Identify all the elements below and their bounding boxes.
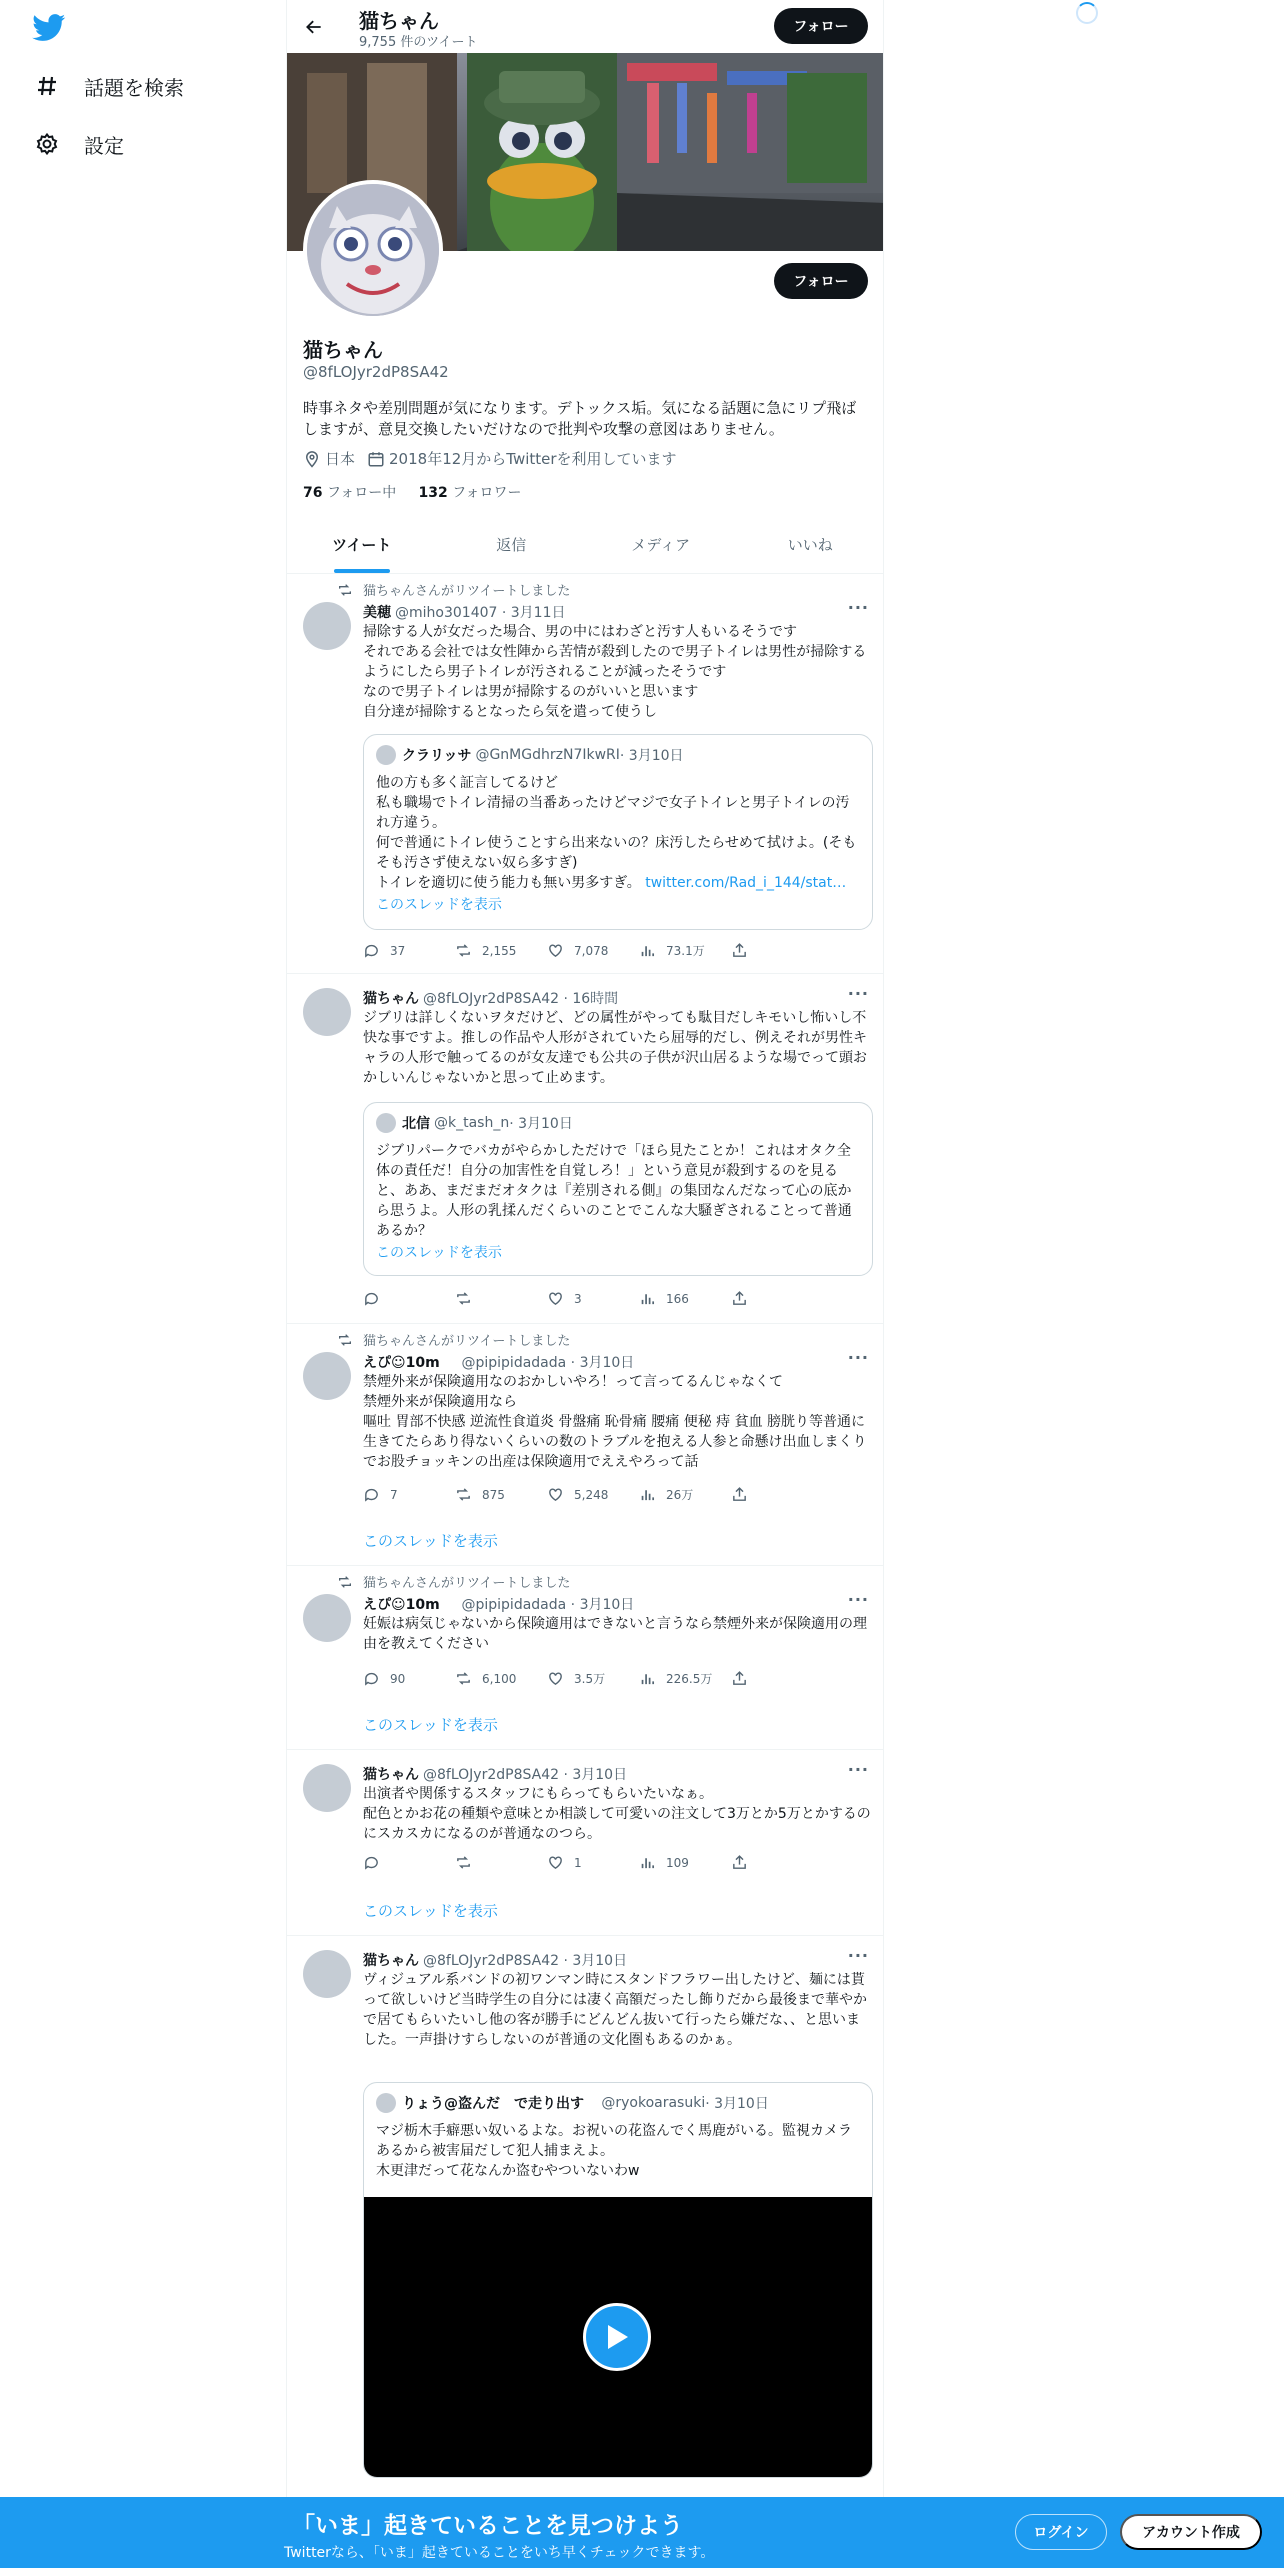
tweet-text: ヴィジュアル系バンドの初ワンマン時にスタンドフラワー出したけど、麺には貰って欲しいけど当時学生の自分には凄く高額だったし飾りだから最後まで華やかで居てもらいたいし他の客が勝手にどんどん抜いて行ったら嫌だな、、と思いました。一声掛けすらしないのが普通の文化圏もあるのかぁ。 (363, 1972, 867, 2048)
quote-video[interactable] (364, 2197, 873, 2478)
gear-icon (34, 131, 60, 157)
reply-icon (363, 1486, 380, 1503)
tweet-2[interactable] (287, 974, 884, 1324)
quote-header: りょう@盗んだ で走り出す @ryokoarasuki · 3月10日 (376, 2093, 769, 2113)
back-arrow-icon[interactable] (299, 12, 329, 42)
header-tweet-count: 9,755 件のツイート (359, 35, 478, 50)
more-icon[interactable]: ··· (847, 598, 869, 617)
profile-avatar[interactable] (303, 180, 443, 320)
profile-meta (303, 448, 677, 469)
tweet-actions (363, 1486, 823, 1503)
show-thread-link[interactable]: このスレッドを表示 (376, 897, 502, 913)
like-button[interactable]: 3 (547, 1290, 639, 1307)
like-button[interactable]: 3.5万 (547, 1670, 639, 1687)
avatar[interactable] (303, 1594, 351, 1642)
retweet-icon (455, 1290, 472, 1307)
share-button[interactable] (731, 1290, 823, 1307)
signup-banner-subtitle: Twitterなら、「いま」起きていることをいち早くチェックできます。 (284, 2545, 715, 2561)
share-button[interactable] (731, 942, 823, 959)
share-icon (731, 942, 748, 959)
tweet-6[interactable] (287, 1936, 884, 2568)
views-button[interactable]: 166 (639, 1290, 731, 1307)
views-icon (639, 1854, 656, 1871)
tweet-actions (363, 1670, 823, 1687)
show-thread-link[interactable]: このスレッドを表示 (363, 1532, 498, 1550)
profile-joined: 2018年12月からTwitterを利用しています (389, 450, 677, 468)
header-follow-button[interactable]: フォロー (774, 8, 868, 44)
views-icon (639, 1290, 656, 1307)
retweet-button[interactable]: 2,155 (455, 942, 547, 959)
signup-banner-title: 「いま」起きていることを見つけよう (292, 2513, 683, 2539)
profile-follow-counts (303, 482, 522, 502)
calendar-icon (367, 450, 385, 468)
following-link[interactable]: 76 フォロー中 (303, 485, 397, 501)
retweet-icon (455, 1670, 472, 1687)
tweet-4[interactable] (287, 1566, 884, 1750)
reply-icon (363, 942, 380, 959)
more-icon[interactable]: ··· (847, 1590, 869, 1609)
views-icon (639, 942, 656, 959)
quote-text: ジブリパークでバカがやらかしただけで「ほら見たことか！これはオタク全体の責任だ！自分の加害性を自覚しろ！」という意見が殺到するのを見ると、ああ、まだまだオタクは『差別される側』の集団なんだなって心の底から思うよ。人形の乳揉んだくらいのことでこんな大騒ぎされることって普通あるか？ (376, 1143, 852, 1239)
nav-explore-label: 話題を検索 (84, 75, 184, 100)
tweet-actions (363, 942, 823, 959)
location-icon (303, 450, 321, 468)
share-button[interactable] (731, 1854, 823, 1871)
tweet-header: えぴ☺10m @pipipidadada · 3月10日 (363, 1355, 635, 1371)
retweet-button[interactable] (455, 1290, 547, 1307)
quote-avatar (376, 745, 396, 765)
share-icon (731, 1290, 748, 1307)
more-icon[interactable]: ··· (847, 1348, 869, 1367)
more-icon[interactable]: ··· (847, 1760, 869, 1779)
show-thread-link[interactable]: このスレッドを表示 (363, 1716, 498, 1734)
tweet-actions (363, 1290, 823, 1307)
profile-location: 日本 (325, 450, 356, 468)
show-thread-link[interactable]: このスレッドを表示 (376, 1245, 502, 1261)
avatar[interactable] (303, 1764, 351, 1812)
reply-icon (363, 1854, 380, 1871)
retweet-indicator: 猫ちゃんさんがリツイートしました (337, 1572, 570, 1591)
like-button[interactable]: 1 (547, 1854, 639, 1871)
tweet-header: 猫ちゃん @8fLOJyr2dP8SA42 · 16時間 (363, 991, 619, 1007)
tweet-header: えぴ☺10m @pipipidadada · 3月10日 (363, 1597, 635, 1613)
retweet-button[interactable]: 875 (455, 1486, 547, 1503)
reply-button[interactable] (363, 1290, 455, 1307)
heart-icon (547, 1486, 564, 1503)
more-icon[interactable]: ··· (847, 984, 869, 1003)
show-thread-link[interactable]: このスレッドを表示 (363, 1902, 498, 1920)
heart-icon (547, 1290, 564, 1307)
heart-icon (547, 1854, 564, 1871)
share-button[interactable] (731, 1486, 823, 1503)
heart-icon (547, 942, 564, 959)
avatar[interactable] (303, 602, 351, 650)
profile-handle: @8fLOJyr2dP8SA42 (303, 363, 449, 381)
tweet-text: 出演者や関係するスタッフにもらってもらいたいなぁ。 配色とかお花の種類や意味とか相談して可愛いの注文して3万とか5万とかするのにスカスカになるのが普通なのつら。 (363, 1786, 871, 1842)
retweet-indicator: 猫ちゃんさんがリツイートしました (337, 1330, 570, 1349)
reply-button[interactable] (363, 1854, 455, 1871)
heart-icon (547, 1670, 564, 1687)
tweet-header: 猫ちゃん @8fLOJyr2dP8SA42 · 3月10日 (363, 1953, 628, 1969)
tweet-1[interactable] (287, 574, 884, 974)
avatar[interactable] (303, 988, 351, 1036)
profile-header (287, 0, 884, 53)
reply-icon (363, 1290, 380, 1307)
profile-follow-button[interactable]: フォロー (774, 263, 868, 299)
nav-explore[interactable] (34, 66, 184, 106)
tab-tweets[interactable]: ツイート (287, 516, 437, 573)
retweet-icon (455, 942, 472, 959)
reply-button[interactable]: 7 (363, 1486, 455, 1503)
header-name: 猫ちゃん (359, 9, 439, 33)
tweet-text: 妊娠は病気じゃないから保険適用はできないと言うなら禁煙外来が保険適用の理由を教えてください (363, 1616, 867, 1652)
quote-text: マジ栃木手癖悪い奴いるよな。お祝いの花盗んでく馬鹿がいる。監視カメラあるから被害届だして犯人捕まえよ。 木更津だって花なんか盗むやついないわw (376, 2123, 852, 2179)
tab-likes[interactable]: いいね (787, 536, 833, 554)
tweet-header: 美穂 @miho301407 · 3月11日 (363, 605, 566, 621)
reply-icon (363, 1670, 380, 1687)
tweet-actions (363, 1854, 823, 1871)
views-icon (639, 1670, 656, 1687)
avatar[interactable] (303, 1950, 351, 1998)
quote-link[interactable]: twitter.com/Rad_i_144/stat… (645, 875, 847, 891)
reply-button[interactable]: 37 (363, 942, 455, 959)
play-icon[interactable] (583, 2303, 651, 2371)
tweet-5[interactable] (287, 1750, 884, 1936)
quote-tweet[interactable] (363, 734, 873, 930)
tab-replies[interactable]: 返信 (496, 536, 527, 554)
login-button[interactable]: ログイン (1015, 2514, 1107, 2550)
tweet-text: ジブリは詳しくないヲタだけど、どの属性がやっても駄目だしキモいし怖いし不快な事ですよ。推しの作品や人形がされていたら屈辱的だし、例えそれが男性キャラの人形で触ってるのが女友達でも公共の子供が沢山居るような場でって頭おかしいんじゃないかと思って止めます。 (363, 1010, 867, 1086)
signup-button[interactable]: アカウント作成 (1120, 2514, 1262, 2550)
like-button[interactable]: 5,248 (547, 1486, 639, 1503)
retweet-button[interactable]: 6,100 (455, 1670, 547, 1687)
quote-header: クラリッサ @GnMGdhrzN7IkwRI · 3月10日 (376, 745, 684, 765)
quote-avatar (376, 1113, 396, 1133)
profile-bio: 時事ネタや差別問題が気になります。デトックス垢。気になる話題に急にリプ飛ばしますが、意見交換したいだけなので批判や攻撃の意図はありません。 (303, 399, 857, 438)
views-button[interactable]: 109 (639, 1854, 731, 1871)
tweet-text: 禁煙外来が保険適用なのおかしいやろ！って言ってるんじゃなくて 禁煙外来が保険適用なら 嘔吐 胃部不快感 逆流性食道炎 骨盤痛 恥骨痛 腰痛 便秘 痔 貧血 膀胱り等普通に生きてたらあり得ないくらいの数のトラブルを抱える人参と命懸け出血しまくりでお股チョッキンの出産は保険適用でええやろって話 (363, 1374, 867, 1470)
share-icon (731, 1854, 748, 1871)
views-icon (639, 1486, 656, 1503)
share-button[interactable] (731, 1670, 823, 1687)
followers-link[interactable]: 132 フォロワー (418, 485, 522, 501)
retweet-indicator: 猫ちゃんさんがリツイートしました (337, 580, 570, 599)
retweet-button[interactable] (455, 1854, 547, 1871)
more-icon[interactable]: ··· (847, 1946, 869, 1965)
like-button[interactable]: 7,078 (547, 942, 639, 959)
quote-text: 他の方も多く証言してるけど 私も職場でトイレ清掃の当番あったけどマジで女子トイレと男子トイレの汚れ方違う。 何で普通にトイレ使うことすら出来ないの？床汚したらせめて拭けよ。(そもそも汚さず使えない奴ら多すぎ) トイレを適切に使う能力も無い男多すぎ。 twitter.com/Rad_i_144/stat… (376, 775, 857, 891)
tweet-3[interactable] (287, 1324, 884, 1566)
nav-settings[interactable] (34, 124, 124, 164)
views-button[interactable]: 26万 (639, 1486, 731, 1503)
tweet-text: 掃除する人が女だった場合、男の中にはわざと汚す人もいるそうです それである会社では女性陣から苦情が殺到したので男子トイレは男性が掃除するようにしたら男子トイレが汚されることが減ったそうです なので男子トイレは男が掃除するのがいいと思います 自分達が掃除するとなったら気を遣って使うし (363, 624, 867, 720)
hashtag-icon (34, 73, 60, 99)
profile-name: 猫ちゃん (303, 338, 383, 362)
signup-banner (0, 2497, 1284, 2568)
twitter-bird-icon[interactable] (32, 14, 66, 42)
profile-tabs (287, 516, 884, 574)
nav-settings-label: 設定 (84, 133, 124, 158)
tweet-header: 猫ちゃん @8fLOJyr2dP8SA42 · 3月10日 (363, 1767, 628, 1783)
views-button[interactable]: 226.5万 (639, 1670, 731, 1687)
avatar[interactable] (303, 1352, 351, 1400)
share-icon (731, 1486, 748, 1503)
quote-header: 北信 @k_tash_n · 3月10日 (376, 1113, 573, 1133)
views-button[interactable]: 73.1万 (639, 942, 731, 959)
quote-tweet[interactable] (363, 1102, 873, 1276)
main-column (286, 0, 884, 2568)
retweet-icon (455, 1854, 472, 1871)
retweet-icon (455, 1486, 472, 1503)
loading-spinner-icon (1076, 2, 1098, 24)
quote-tweet[interactable] (363, 2082, 873, 2478)
quote-avatar (376, 2093, 396, 2113)
share-icon (731, 1670, 748, 1687)
tab-media[interactable]: メディア (631, 536, 691, 554)
reply-button[interactable]: 90 (363, 1670, 455, 1687)
